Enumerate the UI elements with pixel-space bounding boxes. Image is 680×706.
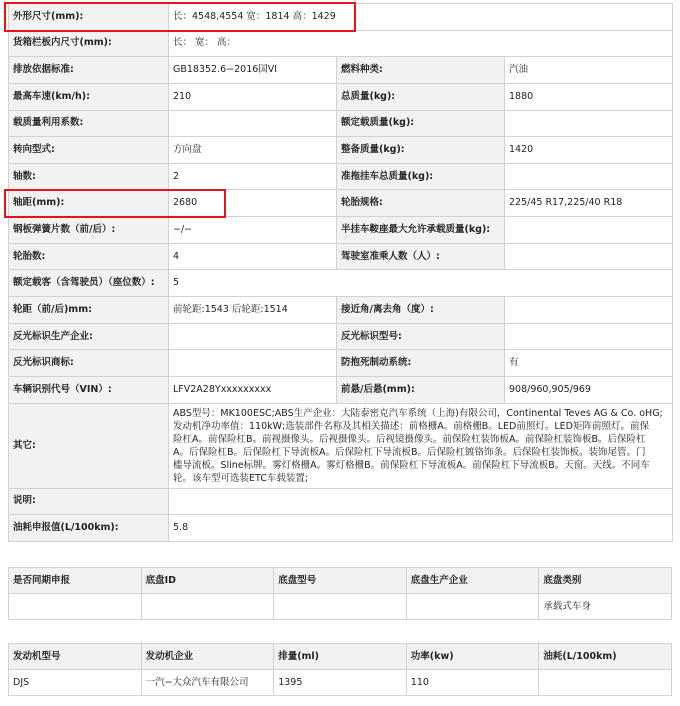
spec-value: 1420 xyxy=(505,137,673,164)
spec-label: 轮胎数: xyxy=(9,243,169,270)
spec-value: 225/45 R17,225/40 R18 xyxy=(505,190,673,217)
spec-row xyxy=(9,137,673,164)
chassis-header: 底盘ID xyxy=(141,568,274,594)
spec-row xyxy=(9,297,673,324)
other-label: 其它: xyxy=(9,403,169,488)
spec-label: 轴数: xyxy=(9,163,169,190)
spec-row xyxy=(9,190,673,217)
spec-row xyxy=(9,376,673,403)
spec-value xyxy=(505,110,673,137)
chassis-header-row xyxy=(9,568,672,594)
spec-value: 908/960,905/969 xyxy=(505,376,673,403)
spec-row-other xyxy=(9,403,673,488)
other-line: 险杠A。前保险杠B。前视摄像头。后视摄像头。后视镜摄像头。前保险杠装饰板A。前保险杠装饰板B。后保险杠 xyxy=(173,433,646,445)
spec-value: 长： 宽： 高： xyxy=(169,30,673,57)
engine-header: 发动机型号 xyxy=(9,644,142,670)
spec-label: 燃料种类: xyxy=(337,57,505,84)
chassis-header: 底盘生产企业 xyxy=(406,568,539,594)
other-value xyxy=(169,403,673,488)
other-line: 轮。该车型可选装ETC车载装置; xyxy=(173,472,309,484)
spec-row xyxy=(9,83,673,110)
engine-table xyxy=(8,643,672,696)
engine-cell xyxy=(539,670,672,696)
spec-row xyxy=(9,163,673,190)
spec-table-extra xyxy=(9,403,673,541)
engine-cell: 110 xyxy=(406,670,539,696)
spec-value: 前轮距:1543 后轮距:1514 xyxy=(169,297,337,324)
spec-label: 轮胎规格: xyxy=(337,190,505,217)
spec-label: 货箱栏板内尺寸(mm): xyxy=(9,30,169,57)
spec-label: 反光标识商标: xyxy=(9,350,169,377)
chassis-cell: 承载式车身 xyxy=(539,594,672,620)
spec-value xyxy=(505,163,673,190)
spec-value: 长：4548,4554 宽：1814 高：1429 xyxy=(169,4,673,31)
other-line: ABS型号：MK100ESC;ABS生产企业：大陆泰密克汽车系统（上海)有限公司，Continental Teves AG & Co. oHG; xyxy=(173,407,663,419)
spec-label: 反光标识生产企业: xyxy=(9,323,169,350)
spec-row-fuel xyxy=(9,515,673,542)
spec-value: 方向盘 xyxy=(169,137,337,164)
spec-value: GB18352.6−2016国VI xyxy=(169,57,337,84)
spec-value xyxy=(169,350,337,377)
spec-table-body xyxy=(9,4,673,404)
spec-value: 汽油 xyxy=(505,57,673,84)
chassis-cell xyxy=(406,594,539,620)
spec-label: 额定载质量(kg): xyxy=(337,110,505,137)
spec-value xyxy=(169,110,337,137)
chassis-header: 是否同期申报 xyxy=(9,568,142,594)
chassis-data-row xyxy=(9,594,672,620)
engine-cell: DJS xyxy=(9,670,142,696)
chassis-cell xyxy=(141,594,274,620)
spec-value xyxy=(505,217,673,244)
spec-label: 总质量(kg): xyxy=(337,83,505,110)
engine-header: 油耗(L/100km) xyxy=(539,644,672,670)
spec-value: 有 xyxy=(505,350,673,377)
spec-value: 5 xyxy=(169,270,673,297)
spec-label: 外形尺寸(mm): xyxy=(9,4,169,31)
spec-row xyxy=(9,57,673,84)
spec-value xyxy=(505,323,673,350)
engine-header: 排量(ml) xyxy=(274,644,407,670)
engine-cell: 一汽−大众汽车有限公司 xyxy=(141,670,274,696)
spec-label: 接近角/离去角（度）: xyxy=(337,297,505,324)
note-label: 说明: xyxy=(9,488,169,515)
fuel-label: 油耗申报值(L/100km): xyxy=(9,515,169,542)
spec-value xyxy=(169,323,337,350)
spec-value: 210 xyxy=(169,83,337,110)
chassis-cell xyxy=(274,594,407,620)
engine-header: 功率(kw) xyxy=(406,644,539,670)
spec-label: 前悬/后悬(mm): xyxy=(337,376,505,403)
spec-row xyxy=(9,270,673,297)
spec-label: 反光标识型号: xyxy=(337,323,505,350)
spec-label: 车辆识别代号（VIN）: xyxy=(9,376,169,403)
spec-value: 1880 xyxy=(505,83,673,110)
vehicle-spec-table xyxy=(8,3,673,542)
spec-value: 2 xyxy=(169,163,337,190)
spec-label: 轮距（前/后)mm: xyxy=(9,297,169,324)
engine-header-row xyxy=(9,644,672,670)
spec-label: 排放依据标准: xyxy=(9,57,169,84)
spec-row xyxy=(9,323,673,350)
other-line: 槛导流板。Sline标牌。雾灯格栅A。雾灯格栅B。前保险杠下导流板A。前保险杠下导流板B。天窗。天线。不同车 xyxy=(173,459,650,471)
engine-header: 发动机企业 xyxy=(141,644,274,670)
spec-label: 转向型式: xyxy=(9,137,169,164)
spec-value xyxy=(505,297,673,324)
spec-label: 驾驶室准乘人数（人）: xyxy=(337,243,505,270)
spec-label: 轴距(mm): xyxy=(9,190,169,217)
spec-label: 额定载客（含驾驶员）（座位数）: xyxy=(9,270,169,297)
engine-data-row xyxy=(9,670,672,696)
fuel-value: 5.8 xyxy=(169,515,673,542)
spec-label: 整备质量(kg): xyxy=(337,137,505,164)
spec-row xyxy=(9,350,673,377)
spec-value: LFV2A28Yxxxxxxxxx xyxy=(169,376,337,403)
spec-row xyxy=(9,4,673,31)
spec-row xyxy=(9,243,673,270)
spec-row xyxy=(9,110,673,137)
other-line: A。后保险杠B。后保险杠下导流板A。后保险杠下导流板B。后保险杠镀铬饰条。后保险杠装饰板。装饰尾管。门 xyxy=(173,446,646,458)
chassis-table xyxy=(8,567,672,620)
spec-label: 半挂车鞍座最大允许承载质量(kg): xyxy=(337,217,505,244)
spec-row xyxy=(9,217,673,244)
spec-row xyxy=(9,30,673,57)
spec-value: 2680 xyxy=(169,190,337,217)
engine-cell: 1395 xyxy=(274,670,407,696)
chassis-header: 底盘类别 xyxy=(539,568,672,594)
spec-value xyxy=(505,243,673,270)
spec-label: 钢板弹簧片数（前/后）: xyxy=(9,217,169,244)
spec-row-note xyxy=(9,488,673,515)
spec-label: 最高车速(km/h): xyxy=(9,83,169,110)
spec-label: 载质量利用系数: xyxy=(9,110,169,137)
spec-label: 防抱死制动系统: xyxy=(337,350,505,377)
other-line: 发动机净功率值：110kW;选装部件名称及其相关描述：前格栅A。前格栅B。LED前照灯。LED矩阵前照灯。前保 xyxy=(173,420,649,432)
chassis-cell xyxy=(9,594,142,620)
chassis-header: 底盘型号 xyxy=(274,568,407,594)
spec-value: −/− xyxy=(169,217,337,244)
note-value xyxy=(169,488,673,515)
spec-value: 4 xyxy=(169,243,337,270)
spec-label: 准拖挂车总质量(kg): xyxy=(337,163,505,190)
